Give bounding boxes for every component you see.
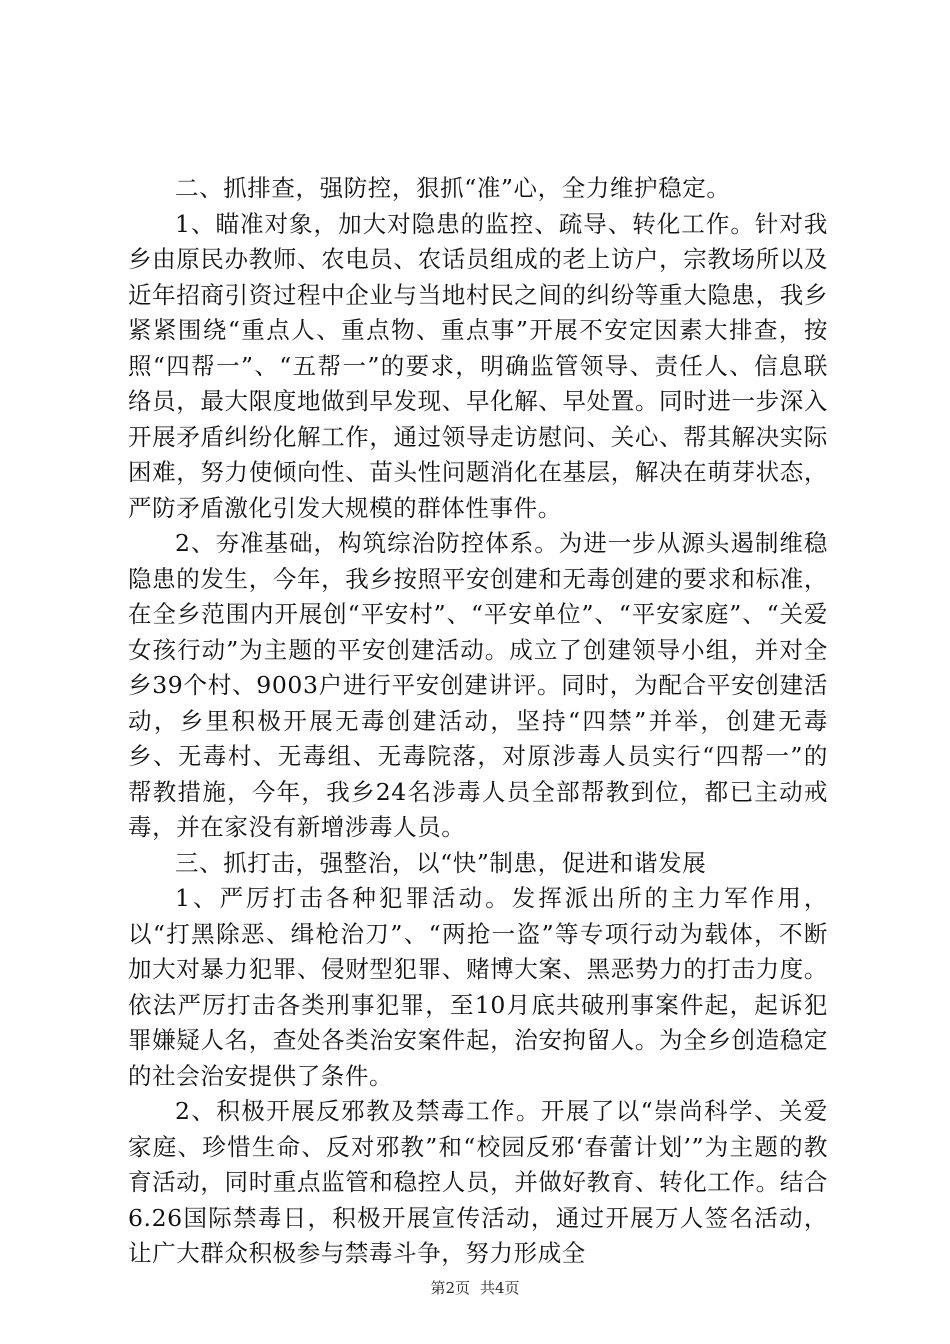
section-heading-3: 三、抓打击，强整治，以“快”制患，促进和谐发展: [175, 848, 707, 877]
document-body: [128, 171, 828, 1272]
paragraph-anti-cult-drug: 2、积极开展反邪教及禁毒工作。开展了以“崇尚科学、关爱家庭、珍惜生命、反对邪教”和“校园反邪‘春蕾计划’”为主题的教育活动，同时重点监管和稳控人员，并做好教育、转化工作。结合6.26国际禁毒日，积极开展宣传活动，通过开展万人签名活动，让广大群众积极参与禁毒斗争，努力形成全: [128, 1097, 828, 1267]
paragraph-monitoring: 1、瞄准对象，加大对隐患的监控、疏导、转化工作。针对我乡由原民办教师、农电员、农话员组成的老上访户，宗教场所以及近年招商引资过程中企业与当地村民之间的纠纷等重大隐患，我乡紧紧围绕“重点人、重点物、重点事”开展不安定因素大排查，按照“四帮一”、“五帮一”的要求，明确监管领导、责任人、信息联络员，最大限度地做到早发现、早化解、早处置。同时进一步深入开展矛盾纠纷化解工作，通过领导走访慰问、关心、帮其解决实际困难，努力使倾向性、苗头性问题消化在基层，解决在萌芽状态，严防矛盾激化引发大规模的群体性事件。: [128, 209, 828, 522]
section-heading-2: 二、抓排查，强防控，狠抓“准”心，全力维护稳定。: [175, 174, 731, 202]
page-total: 共4页: [480, 1279, 520, 1297]
paragraph-crime-crackdown: 1、严厉打击各种犯罪活动。发挥派出所的主力军作用，以“打黑除恶、缉枪治刀”、“两抢一盗”等专项行动为载体，不断加大对暴力犯罪、侵财型犯罪、赌博大案、黑恶势力的打击力度。依法严厉打击各类刑事犯罪，至10月底共破刑事案件起，起诉犯罪嫌疑人名，查处各类治安案件起，治安拘留人。为全乡创造稳定的社会治安提供了条件。: [128, 884, 828, 1090]
paragraph-prevention-system: 2、夯准基础，构筑综治防控体系。为进一步从源头遏制维稳隐患的发生，今年，我乡按照平安创建和无毒创建的要求和标准，在全乡范围内开展创“平安村”、“平安单位”、“平安家庭”、“关爱女孩行动”为主题的平安创建活动。成立了创建领导小组，并对全乡39个村、9003户进行平安创建讲评。同时，为配合平安创建活动，乡里积极开展无毒创建活动，坚持“四禁”并举，创建无毒乡、无毒村、无毒组、无毒院落，对原涉毒人员实行“四帮一”的帮教措施，今年，我乡24名涉毒人员全部帮教到位，都已主动戒毒，并在家没有新增涉毒人员。: [128, 529, 828, 841]
page-footer: [0, 1278, 950, 1298]
page-number: 第2页: [430, 1279, 470, 1297]
